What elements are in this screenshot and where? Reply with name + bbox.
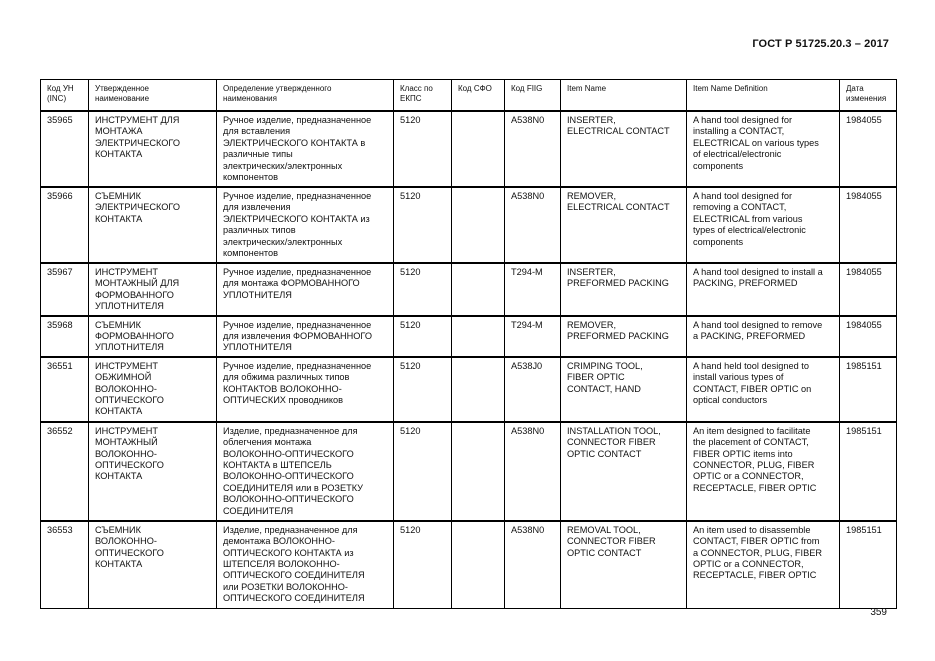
cell-item-name: INSERTER, ELECTRICAL CONTACT [561, 111, 687, 187]
table-row [41, 316, 897, 357]
table-row [41, 263, 897, 316]
table-row [41, 111, 897, 187]
cell-fiig-code: T294-M [505, 316, 561, 357]
cell-sfo-code [452, 357, 505, 422]
cell-ekps-class: 5120 [394, 316, 452, 357]
cell-item-name: INSTALLATION TOOL, CONNECTOR FIBER OPTIC CONTACT [561, 422, 687, 521]
cell-change-date: 1984055 [840, 263, 897, 316]
cell-item-name: REMOVER, PREFORMED PACKING [561, 316, 687, 357]
col-header-item-name: Item Name [561, 80, 687, 112]
cell-approved-name: ИНСТРУМЕНТ МОНТАЖНЫЙ ВОЛОКОННО- ОПТИЧЕСКОГО КОНТАКТА [89, 422, 217, 521]
cell-item-name: CRIMPING TOOL, FIBER OPTIC CONTACT, HAND [561, 357, 687, 422]
cell-item-name-definition: An item designed to facilitate the placement of CONTACT, FIBER OPTIC items into CONNECTOR, PLUG, FIBER OPTIC or a CONNECTOR, RECEPTACLE, FIBER OPTIC [687, 422, 840, 521]
cell-inc: 36552 [41, 422, 89, 521]
table-row [41, 422, 897, 521]
cell-definition: Изделие, предназначенное для облегчения монтажа ВОЛОКОННО-ОПТИЧЕСКОГО КОНТАКТА в ШТЕПСЕЛЬ ВОЛОКОННО-ОПТИЧЕСКОГО СОЕДИНИТЕЛЯ или в РОЗЕТКУ ВОЛОКОННО-ОПТИЧЕСКОГО СОЕДИНИТЕЛЯ [217, 422, 394, 521]
cell-sfo-code [452, 111, 505, 187]
cell-approved-name: ИНСТРУМЕНТ МОНТАЖНЫЙ ДЛЯ ФОРМОВАННОГО УПЛОТНИТЕЛЯ [89, 263, 217, 316]
col-header-approved-name: Утвержденное наименование [89, 80, 217, 112]
cell-approved-name: ИНСТРУМЕНТ ОБЖИМНОЙ ВОЛОКОННО- ОПТИЧЕСКОГО КОНТАКТА [89, 357, 217, 422]
cell-change-date: 1984055 [840, 111, 897, 187]
cell-definition: Ручное изделие, предназначенное для извлечения ФОРМОВАННОГО УПЛОТНИТЕЛЯ [217, 316, 394, 357]
cell-change-date: 1985151 [840, 521, 897, 609]
col-header-fiig-code: Код FIIG [505, 80, 561, 112]
cell-definition: Изделие, предназначенное для демонтажа ВОЛОКОННО- ОПТИЧЕСКОГО КОНТАКТА из ШТЕПСЕЛЯ ВОЛОКОННО- ОПТИЧЕСКОГО СОЕДИНИТЕЛЯ или РОЗЕТКИ ВОЛОКОННО- ОПТИЧЕСКОГО СОЕДИНИТЕЛЯ [217, 521, 394, 609]
cell-inc: 35967 [41, 263, 89, 316]
cell-definition: Ручное изделие, предназначенное для обжима различных типов КОНТАКТОВ ВОЛОКОННО- ОПТИЧЕСКИХ проводников [217, 357, 394, 422]
cell-change-date: 1985151 [840, 422, 897, 521]
cell-fiig-code: A538N0 [505, 422, 561, 521]
cell-item-name-definition: A hand tool designed to install a PACKING, PREFORMED [687, 263, 840, 316]
cell-fiig-code: A538N0 [505, 187, 561, 263]
cell-approved-name: СЪЕМНИК ЭЛЕКТРИЧЕСКОГО КОНТАКТА [89, 187, 217, 263]
cell-fiig-code: A538N0 [505, 521, 561, 609]
cell-change-date: 1984055 [840, 187, 897, 263]
cell-ekps-class: 5120 [394, 422, 452, 521]
item-names-table [40, 79, 897, 609]
cell-inc: 35965 [41, 111, 89, 187]
cell-change-date: 1985151 [840, 357, 897, 422]
page-number: 359 [870, 607, 887, 618]
cell-fiig-code: T294-M [505, 263, 561, 316]
col-header-sfo-code: Код СФО [452, 80, 505, 112]
cell-item-name: REMOVAL TOOL, CONNECTOR FIBER OPTIC CONTACT [561, 521, 687, 609]
cell-inc: 35966 [41, 187, 89, 263]
cell-inc: 35968 [41, 316, 89, 357]
table-row [41, 521, 897, 609]
cell-fiig-code: A538N0 [505, 111, 561, 187]
col-header-inc: Код УН (INC) [41, 80, 89, 112]
cell-ekps-class: 5120 [394, 187, 452, 263]
cell-item-name-definition: A hand tool designed for removing a CONTACT, ELECTRICAL from various types of electrical/electronic components [687, 187, 840, 263]
document-header: ГОСТ Р 51725.20.3 – 2017 [752, 38, 889, 50]
table-row [41, 357, 897, 422]
col-header-item-name-definition: Item Name Definition [687, 80, 840, 112]
cell-item-name-definition: A hand tool designed for installing a CONTACT, ELECTRICAL on various types of electrical/electronic components [687, 111, 840, 187]
cell-inc: 36553 [41, 521, 89, 609]
cell-inc: 36551 [41, 357, 89, 422]
table-row [41, 187, 897, 263]
cell-definition: Ручное изделие, предназначенное для вставления ЭЛЕКТРИЧЕСКОГО КОНТАКТА в различные типы электрических/электронных компонентов [217, 111, 394, 187]
cell-ekps-class: 5120 [394, 111, 452, 187]
cell-item-name: REMOVER, ELECTRICAL CONTACT [561, 187, 687, 263]
cell-definition: Ручное изделие, предназначенное для извлечения ЭЛЕКТРИЧЕСКОГО КОНТАКТА из различных типов электрических/электронных компонентов [217, 187, 394, 263]
cell-ekps-class: 5120 [394, 521, 452, 609]
cell-sfo-code [452, 316, 505, 357]
col-header-change-date: Дата изменения [840, 80, 897, 112]
cell-sfo-code [452, 521, 505, 609]
cell-item-name-definition: A hand tool designed to remove a PACKING, PREFORMED [687, 316, 840, 357]
cell-change-date: 1984055 [840, 316, 897, 357]
col-header-ekps-class: Класс по ЕКПС [394, 80, 452, 112]
cell-item-name-definition: A hand held tool designed to install various types of CONTACT, FIBER OPTIC on optical conductors [687, 357, 840, 422]
cell-approved-name: СЪЕМНИК ФОРМОВАННОГО УПЛОТНИТЕЛЯ [89, 316, 217, 357]
cell-item-name-definition: An item used to disassemble CONTACT, FIBER OPTIC from a CONNECTOR, PLUG, FIBER OPTIC or a CONNECTOR, RECEPTACLE, FIBER OPTIC [687, 521, 840, 609]
col-header-definition: Определение утвержденного наименования [217, 80, 394, 112]
cell-ekps-class: 5120 [394, 357, 452, 422]
cell-item-name: INSERTER, PREFORMED PACKING [561, 263, 687, 316]
cell-definition: Ручное изделие, предназначенное для монтажа ФОРМОВАННОГО УПЛОТНИТЕЛЯ [217, 263, 394, 316]
cell-fiig-code: A538J0 [505, 357, 561, 422]
cell-sfo-code [452, 422, 505, 521]
cell-sfo-code [452, 187, 505, 263]
table-header-row [41, 80, 897, 112]
cell-ekps-class: 5120 [394, 263, 452, 316]
cell-approved-name: ИНСТРУМЕНТ ДЛЯ МОНТАЖА ЭЛЕКТРИЧЕСКОГО КОНТАКТА [89, 111, 217, 187]
cell-sfo-code [452, 263, 505, 316]
cell-approved-name: СЪЕМНИК ВОЛОКОННО- ОПТИЧЕСКОГО КОНТАКТА [89, 521, 217, 609]
